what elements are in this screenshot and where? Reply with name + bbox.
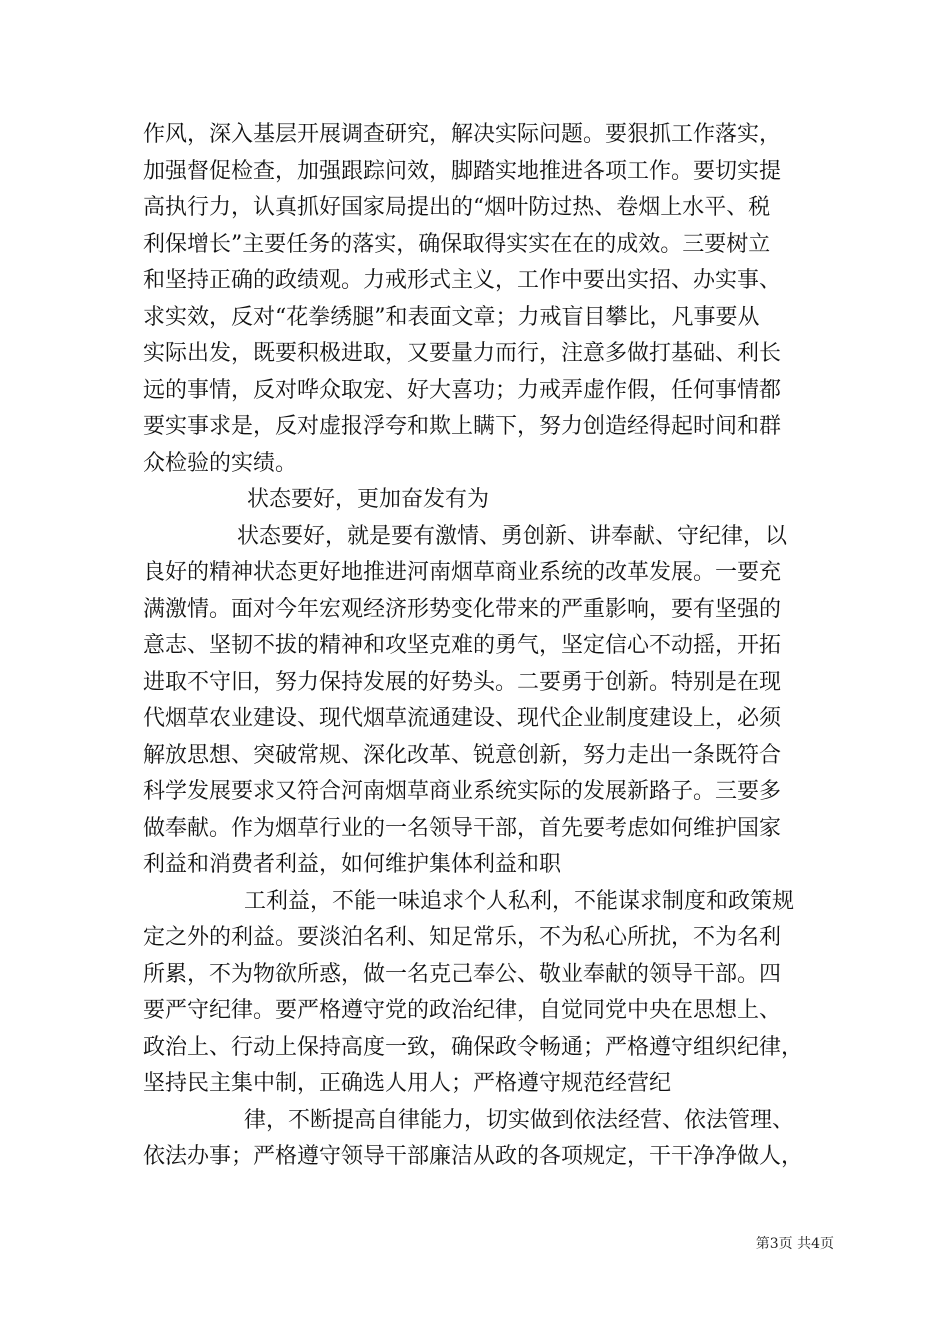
text-line: 政治上、行动上保持高度一致，确保政令畅通；严格遵守组织纪律， <box>143 1034 804 1060</box>
text-line: 律，不断提高自律能力，切实做到依法经营、依法管理、 <box>244 1107 795 1133</box>
text-line: 良好的精神状态更好地推进河南烟草商业系统的改革发展。一要充 <box>143 560 782 585</box>
text-line: 高执行力，认真抓好国家局提出的“烟叶防过热、卷烟上水平、税 <box>143 195 771 220</box>
text-line: 实际出发，既要积极进取，又要量力而行，注意多做打基础、利长 <box>143 341 782 366</box>
text-line: 解放思想、突破常规、深化改革、锐意创新，努力走出一条既符合 <box>143 742 782 768</box>
text-line: 进取不守旧，努力保持发展的好势头。二要勇于创新。特别是在现 <box>143 669 782 695</box>
text-line: 满激情。面对今年宏观经济形势变化带来的严重影响，要有坚强的 <box>143 596 782 622</box>
text-line: 求实效，反对“花拳绣腿”和表面文章；力戒盲目攀比，凡事要从 <box>143 304 760 330</box>
text-line: 状态要好，就是要有激情、勇创新、讲奉献、守纪律，以 <box>237 523 788 549</box>
text-line: 定之外的利益。要淡泊名利、知足常乐，不为私心所扰，不为名利 <box>143 925 782 950</box>
text-line: 作风，深入基层开展调查研究，解决实际问题。要狠抓工作落实， <box>143 122 782 147</box>
text-line: 和坚持正确的政绩观。力戒形式主义，工作中要出实招、办实事、 <box>143 268 782 293</box>
text-line: 加强督促检查，加强跟踪问效，脚踏实地推进各项工作。要切实提 <box>143 158 782 184</box>
text-line: 做奉献。作为烟草行业的一名领导干部，首先要考虑如何维护国家 <box>143 815 782 841</box>
text-line: 要严守纪律。要严格遵守党的政治纪律，自觉同党中央在思想上、 <box>143 998 782 1023</box>
text-line: 依法办事；严格遵守领导干部廉洁从政的各项规定，干干净净做人， <box>143 1144 804 1169</box>
text-line: 远的事情，反对哗众取宠、好大喜功；力戒弄虚作假，任何事情都 <box>143 377 782 403</box>
text-line: 利益和消费者利益，如何维护集体利益和职 <box>143 852 562 877</box>
text-line: 众检验的实绩。 <box>143 450 298 476</box>
text-line: 坚持民主集中制，正确选人用人；严格遵守规范经营纪 <box>143 1071 672 1096</box>
document-body <box>143 117 833 1176</box>
section-heading: 状态要好，更加奋发有为 <box>247 487 490 512</box>
text-line: 意志、坚韧不拔的精神和攻坚克难的勇气，坚定信心不动摇，开拓 <box>143 633 782 658</box>
text-line: 所累，不为物欲所惑，做一名克己奉公、敬业奉献的领导干部。四 <box>143 961 782 987</box>
text-line: 工利益，不能一味追求个人私利，不能谋求制度和政策规 <box>244 888 795 914</box>
page-number: 第3页 共4页 <box>755 1236 834 1252</box>
text-line: 要实事求是，反对虚报浮夸和欺上瞒下，努力创造经得起时间和群 <box>143 414 782 439</box>
text-line: 代烟草农业建设、现代烟草流通建设、现代企业制度建设上，必须 <box>143 706 782 731</box>
text-line: 科学发展要求又符合河南烟草商业系统实际的发展新路子。三要多 <box>143 779 782 804</box>
text-line: 利保增长”主要任务的落实，确保取得实实在在的成效。三要树立 <box>143 231 771 257</box>
